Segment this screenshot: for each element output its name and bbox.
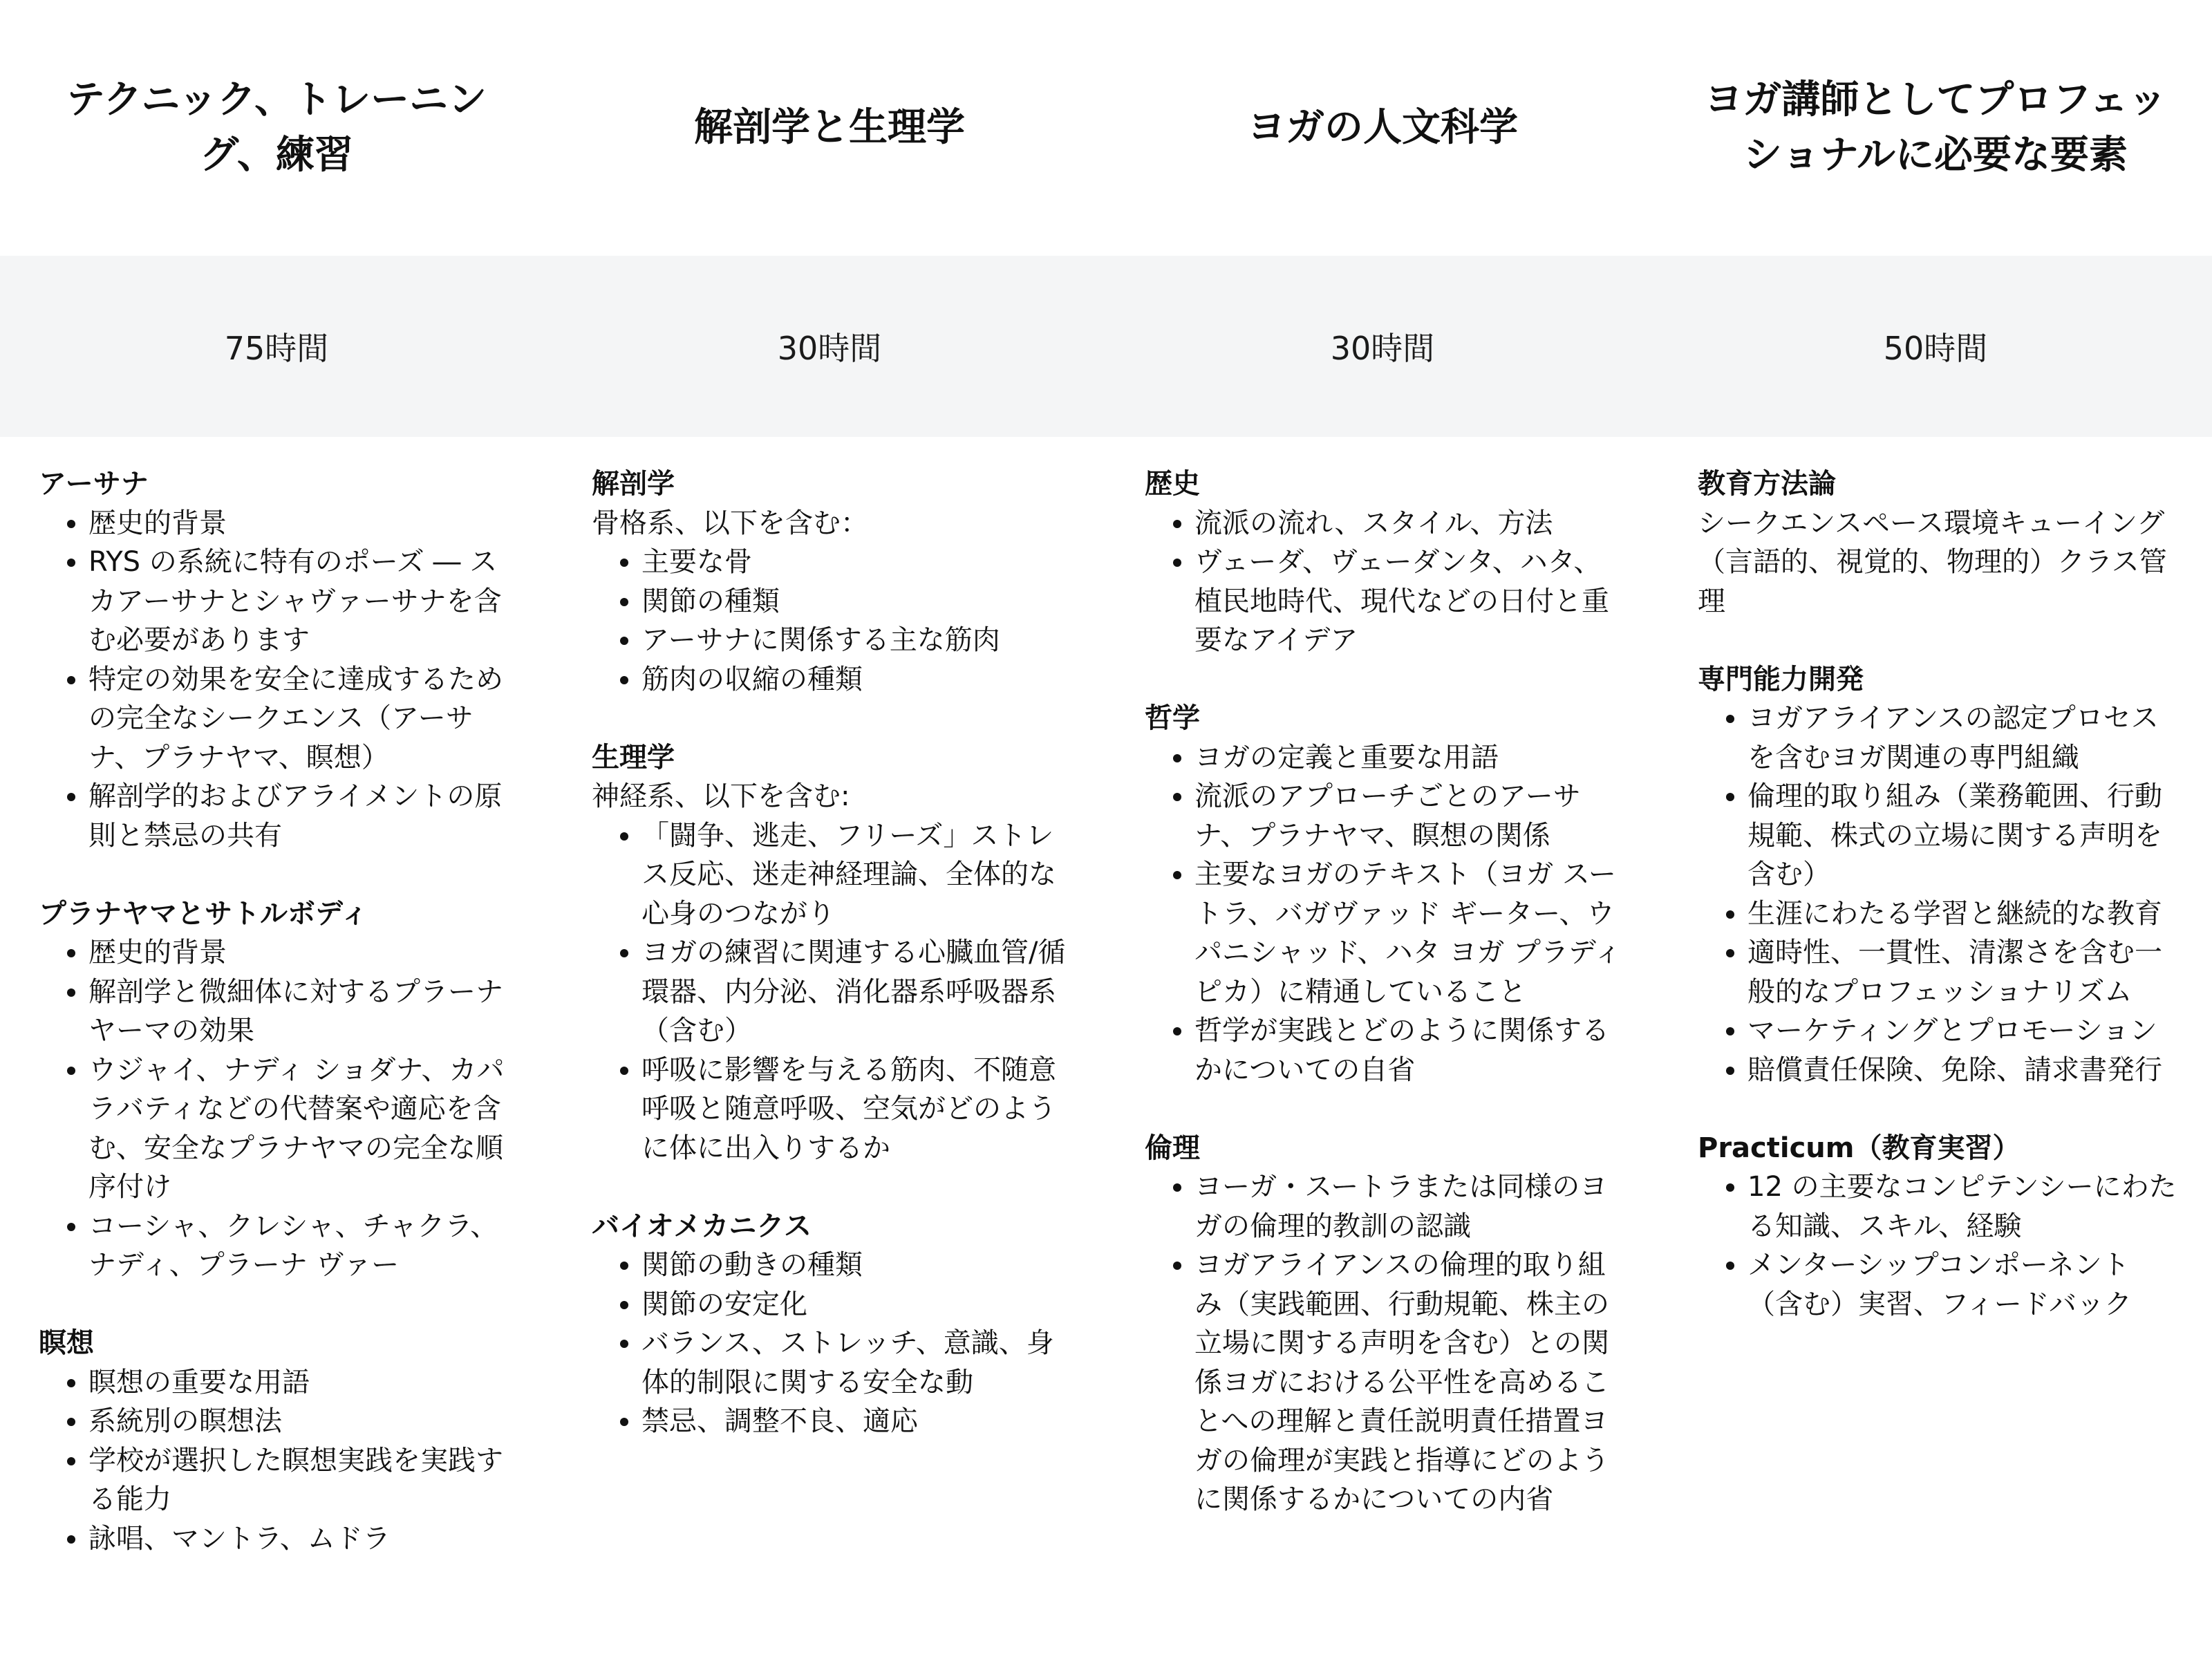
section-title: Practicum（教育実習） bbox=[1698, 1132, 2021, 1164]
section-title: 専門能力開発 bbox=[1698, 663, 1864, 695]
list-item: • 関節の動きの種類 bbox=[641, 1246, 1071, 1285]
section-title: 歴史 bbox=[1145, 468, 1200, 500]
list-item: • マーケティングとプロモーション bbox=[1747, 1011, 2177, 1051]
list-item: • 流派のアプローチごとのアーサナ、プラナヤマ、瞑想の関係 bbox=[1194, 777, 1624, 855]
list-item: • ヨーガ・スートラまたは同様のヨガの倫理的教訓の認識 bbox=[1194, 1168, 1624, 1246]
list-item: • 解剖学的およびアライメントの原則と禁忌の共有 bbox=[88, 777, 518, 855]
list-item: • 解剖学と微細体に対するプラーナヤーマの効果 bbox=[88, 973, 518, 1051]
list-item: • ヨガの練習に関連する心臓血管/循環器、内分泌、消化器系呼吸器系（含む） bbox=[641, 933, 1071, 1051]
bullet-list bbox=[1145, 1168, 1624, 1519]
bullet-list bbox=[592, 816, 1071, 1168]
hours-row bbox=[0, 256, 2212, 437]
list-item: • 適時性、一貫性、清潔さを含む一般的なプロフェッショナリズム bbox=[1747, 933, 2177, 1011]
section-title: バイオメカニクス bbox=[592, 1210, 812, 1242]
bullet-list bbox=[39, 504, 518, 856]
section-title: アーサナ bbox=[39, 468, 149, 500]
section-title: 瞑想 bbox=[39, 1327, 94, 1359]
section-intro: シークエンスペース環境キューイング（言語的、視覚的、物理的）クラス管理 bbox=[1698, 507, 2167, 617]
list-item: • 歴史的背景 bbox=[88, 933, 518, 973]
list-item: • 「闘争、逃走、フリーズ」ストレス反応、迷走神経理論、全体的な心身のつながり bbox=[641, 816, 1071, 934]
bullet-list bbox=[39, 1363, 518, 1559]
bullet-list bbox=[1145, 504, 1624, 660]
column-title: 解剖学と生理学 bbox=[694, 105, 965, 150]
section-title: 教育方法論 bbox=[1698, 468, 1836, 500]
header-row bbox=[0, 0, 2212, 256]
column-title: ヨガの人文科学 bbox=[1247, 105, 1518, 150]
list-item: • 瞑想の重要な用語 bbox=[88, 1363, 518, 1403]
list-item: • ヨガアライアンスの認定プロセスを含むヨガ関連の専門組織 bbox=[1747, 699, 2177, 777]
list-item: • ウジャイ、ナディ ショダナ、カパラバティなどの代替案や適応を含む、安全なプラナヤマの完全な順序付け bbox=[88, 1051, 518, 1207]
section bbox=[1698, 1129, 2177, 1324]
column-content bbox=[1106, 465, 1659, 1597]
list-item: • 特定の効果を安全に達成するための完全なシークエンス（アーサナ、プラナヤマ、瞑想） bbox=[88, 660, 518, 778]
column-hours: 30時間 bbox=[1330, 330, 1435, 367]
list-item: • RYS の系統に特有のポーズ ― スカアーサナとシャヴァーサナを含む必要があります bbox=[88, 543, 518, 660]
list-item: • 筋肉の収縮の種類 bbox=[641, 660, 1071, 700]
section bbox=[1145, 465, 1624, 660]
bullet-list bbox=[39, 933, 518, 1285]
list-item: • ヴェーダ、ヴェーダンタ、ハタ、植民地時代、現代などの日付と重要なアイデア bbox=[1194, 543, 1624, 660]
section-title: 生理学 bbox=[592, 741, 675, 774]
list-item: • メンターシップコンポーネント（含む）実習、フィードバック bbox=[1747, 1246, 2177, 1324]
section-intro: 骨格系、以下を含む： bbox=[592, 507, 868, 539]
list-item: • バランス、ストレッチ、意識、身体的制限に関する安全な動 bbox=[641, 1324, 1071, 1402]
column-hours: 75時間 bbox=[224, 330, 329, 367]
section bbox=[592, 1207, 1071, 1441]
list-item: • 生涯にわたる学習と継続的な教育 bbox=[1747, 894, 2177, 934]
column-title: ヨガ講師としてプロフェッショナルに必要な要素 bbox=[1704, 77, 2167, 178]
list-item: • 哲学が実践とどのように関係するかについての自省 bbox=[1194, 1011, 1624, 1089]
list-item: • 関節の安定化 bbox=[641, 1285, 1071, 1324]
list-item: • ヨガの定義と重要な用語 bbox=[1194, 738, 1624, 778]
list-item: • 主要なヨガのテキスト（ヨガ スートラ、バガヴァッド ギーター、ウパニシャッド、ハタ ヨガ プラディピカ）に精通していること bbox=[1194, 855, 1624, 1011]
content-row bbox=[0, 437, 2212, 1597]
column-content bbox=[1659, 465, 2212, 1597]
list-item: • 流派の流れ、スタイル、方法 bbox=[1194, 504, 1624, 543]
section bbox=[1698, 465, 2177, 621]
list-item: • 学校が選択した瞑想実践を実践する能力 bbox=[88, 1441, 518, 1519]
section bbox=[39, 894, 518, 1285]
list-item: • 主要な骨 bbox=[641, 543, 1071, 582]
section bbox=[1145, 699, 1624, 1089]
list-item: • 系統別の瞑想法 bbox=[88, 1402, 518, 1441]
list-item: • 関節の種類 bbox=[641, 582, 1071, 621]
section bbox=[1145, 1129, 1624, 1519]
list-item: • 呼吸に影響を与える筋肉、不随意呼吸と随意呼吸、空気がどのように体に出入りするか bbox=[641, 1051, 1071, 1168]
list-item: • 詠唱、マントラ、ムドラ bbox=[88, 1519, 518, 1559]
column-content bbox=[0, 465, 553, 1597]
column-title: テクニック、トレーニング、練習 bbox=[66, 77, 487, 178]
bullet-list bbox=[1145, 738, 1624, 1090]
section bbox=[592, 465, 1071, 699]
bullet-list bbox=[1698, 1168, 2177, 1324]
section-intro: 神経系、以下を含む: bbox=[592, 780, 850, 812]
list-item: • アーサナに関係する主な筋肉 bbox=[641, 621, 1071, 660]
bullet-list bbox=[592, 543, 1071, 699]
column-hours: 30時間 bbox=[777, 330, 882, 367]
section-title: 倫理 bbox=[1145, 1132, 1200, 1164]
bullet-list bbox=[592, 1246, 1071, 1441]
section bbox=[592, 738, 1071, 1168]
list-item: • 賠償責任保険、免除、請求書発行 bbox=[1747, 1051, 2177, 1090]
column-hours: 50時間 bbox=[1883, 330, 1988, 367]
list-item: • 倫理的取り組み（業務範囲、行動規範、株式の立場に関する声明を含む） bbox=[1747, 777, 2177, 894]
section bbox=[1698, 660, 2177, 1090]
column-content bbox=[553, 465, 1106, 1597]
bullet-list bbox=[1698, 699, 2177, 1089]
list-item: • 歴史的背景 bbox=[88, 504, 518, 543]
list-item: • 禁忌、調整不良、適応 bbox=[641, 1402, 1071, 1441]
section-title: 哲学 bbox=[1145, 702, 1200, 734]
list-item: • コーシャ、クレシャ、チャクラ、ナディ、プラーナ ヴァー bbox=[88, 1207, 518, 1285]
section bbox=[39, 465, 518, 855]
section bbox=[39, 1324, 518, 1558]
section-title: プラナヤマとサトルボディ bbox=[39, 897, 368, 930]
list-item: • 12 の主要なコンピテンシーにわたる知識、スキル、経験 bbox=[1747, 1168, 2177, 1246]
section-title: 解剖学 bbox=[592, 468, 675, 500]
list-item: • ヨガアライアンスの倫理的取り組み（実践範囲、行動規範、株主の立場に関する声明を含む）との関係ヨガにおける公平性を高めることへの理解と責任説明責任措置ヨガの倫理が実践と指導にどのように関係するかについての内省 bbox=[1194, 1246, 1624, 1519]
